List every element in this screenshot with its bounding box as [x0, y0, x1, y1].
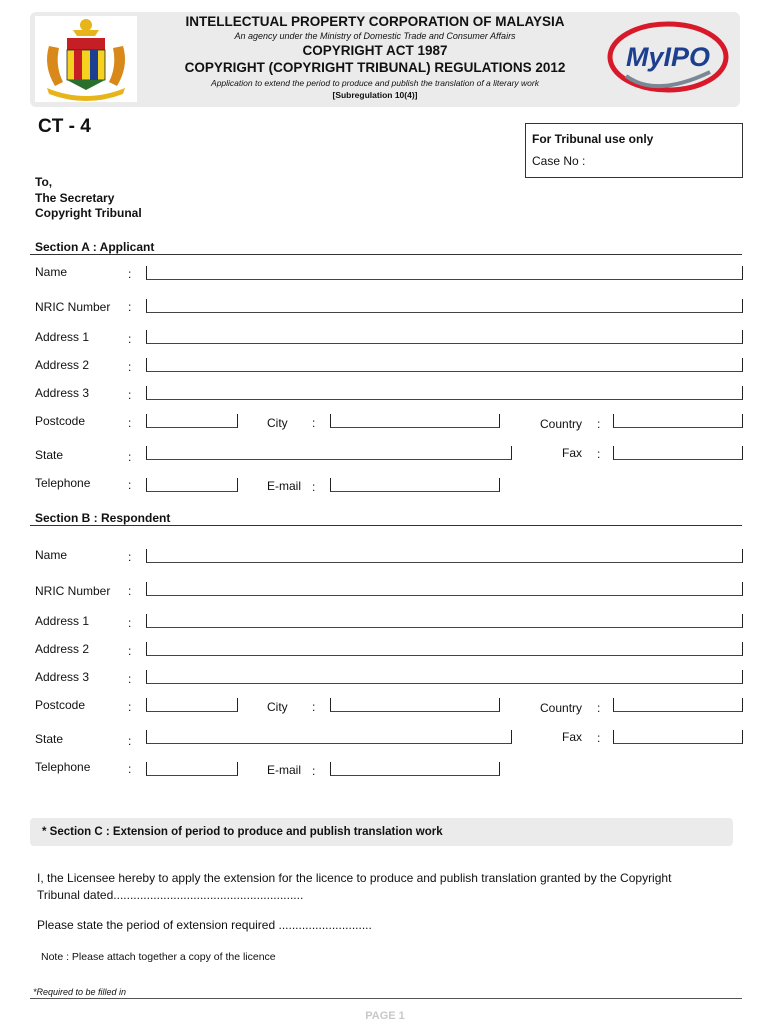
b-fax-colon: : — [597, 731, 601, 745]
a-name-label: Name — [35, 265, 68, 279]
a-state-field[interactable] — [146, 446, 512, 460]
a-city-field[interactable] — [330, 414, 500, 428]
a-email-field[interactable] — [330, 478, 500, 492]
a-address3-field[interactable] — [146, 386, 743, 400]
licensee-declaration — [37, 870, 737, 904]
a-postcode-field[interactable] — [146, 414, 238, 428]
b-fax-label: Fax — [562, 730, 583, 744]
b-name-field[interactable] — [146, 549, 743, 563]
a-address2-label: Address 2 — [35, 358, 90, 372]
section-a-title: Section A : Applicant — [35, 240, 155, 254]
b-fax-field[interactable] — [613, 730, 743, 744]
b-email-colon: : — [312, 764, 316, 778]
act-title: COPYRIGHT ACT 1987 — [302, 43, 448, 58]
b-name-label: Name — [35, 548, 68, 562]
form-code: CT - 4 — [38, 116, 91, 137]
b-address1-label: Address 1 — [35, 614, 90, 628]
footer-divider — [30, 998, 742, 999]
a-address3-label: Address 3 — [35, 386, 90, 400]
page-number: PAGE 1 — [365, 1010, 405, 1022]
b-nric-field[interactable] — [146, 582, 743, 596]
b-address3-field[interactable] — [146, 670, 743, 684]
section-b-divider — [30, 525, 742, 526]
a-country-label: Country — [540, 417, 583, 431]
b-country-field[interactable] — [613, 698, 743, 712]
section-a-divider — [30, 254, 742, 255]
b-country-colon: : — [597, 701, 601, 715]
b-state-colon: : — [128, 734, 132, 748]
a-telephone-field[interactable] — [146, 478, 238, 492]
agency-subtitle: An agency under the Ministry of Domestic Trade and Consumer Affairs — [234, 31, 516, 41]
myipo-logo — [606, 20, 730, 94]
addressee-line-2: The Secretary — [35, 190, 115, 205]
a-fax-field[interactable] — [613, 446, 743, 460]
b-name-colon: : — [128, 550, 132, 564]
b-address2-field[interactable] — [146, 642, 743, 656]
b-address1-colon: : — [128, 616, 132, 630]
tribunal-use-title: For Tribunal use only — [532, 132, 654, 146]
b-email-field[interactable] — [330, 762, 500, 776]
section-b-title: Section B : Respondent — [35, 511, 171, 525]
a-email-label: E-mail — [267, 479, 302, 493]
a-name-field[interactable] — [146, 266, 743, 280]
b-postcode-colon: : — [128, 700, 132, 714]
b-address3-colon: : — [128, 672, 132, 686]
a-country-field[interactable] — [613, 414, 743, 428]
b-telephone-label: Telephone — [35, 760, 91, 774]
declaration-line-2[interactable]: Tribunal dated......................................................... — [37, 888, 304, 902]
application-description: Application to extend the period to produce and publish the translation of a literary work — [211, 78, 539, 88]
b-address3-label: Address 3 — [35, 670, 90, 684]
a-telephone-colon: : — [128, 478, 132, 492]
a-address1-field[interactable] — [146, 330, 743, 344]
a-address1-colon: : — [128, 332, 132, 346]
b-address2-colon: : — [128, 644, 132, 658]
a-nric-field[interactable] — [146, 299, 743, 313]
a-email-colon: : — [312, 480, 316, 494]
a-name-colon: : — [128, 267, 132, 281]
b-telephone-field[interactable] — [146, 762, 238, 776]
a-address1-label: Address 1 — [35, 330, 90, 344]
a-address2-colon: : — [128, 360, 132, 374]
b-city-field[interactable] — [330, 698, 500, 712]
required-footnote: *Required to be filled in — [33, 987, 127, 997]
b-telephone-colon: : — [128, 762, 132, 776]
a-country-colon: : — [597, 417, 601, 431]
malaysia-coat-of-arms-icon — [35, 16, 137, 102]
a-state-label: State — [35, 448, 64, 462]
a-address2-field[interactable] — [146, 358, 743, 372]
a-telephone-label: Telephone — [35, 476, 91, 490]
licence-note: Note : Please attach together a copy of the licence — [41, 951, 276, 963]
b-state-field[interactable] — [146, 730, 512, 744]
extension-period-prompt[interactable]: Please state the period of extension required ............................ — [37, 918, 372, 932]
b-nric-colon: : — [128, 584, 132, 598]
a-nric-colon: : — [128, 300, 132, 314]
subregulation-ref: [Subregulation 10(4)] — [332, 90, 418, 100]
b-postcode-label: Postcode — [35, 698, 86, 712]
a-state-colon: : — [128, 450, 132, 464]
a-city-colon: : — [312, 416, 316, 430]
regulations-title: COPYRIGHT (COPYRIGHT TRIBUNAL) REGULATIONS 2012 — [184, 60, 566, 75]
b-postcode-field[interactable] — [146, 698, 238, 712]
a-city-label: City — [267, 416, 288, 430]
b-state-label: State — [35, 732, 64, 746]
a-nric-label: NRIC Number — [35, 300, 111, 314]
a-fax-colon: : — [597, 447, 601, 461]
a-postcode-colon: : — [128, 416, 132, 430]
b-country-label: Country — [540, 701, 583, 715]
a-fax-label: Fax — [562, 446, 583, 460]
a-address3-colon: : — [128, 388, 132, 402]
addressee-line-1: To, — [35, 175, 53, 189]
b-city-colon: : — [312, 700, 316, 714]
declaration-line-1: I, the Licensee hereby to apply the extension for the licence to produce and publish translation granted by the Copyright — [37, 871, 672, 885]
addressee-line-3: Copyright Tribunal — [35, 206, 142, 220]
b-address2-label: Address 2 — [35, 642, 90, 656]
agency-name: INTELLECTUAL PROPERTY CORPORATION OF MALAYSIA — [185, 14, 565, 29]
section-c-title: * Section C : Extension of period to produce and publish translation work — [42, 826, 443, 838]
case-number-label: Case No : — [532, 154, 586, 168]
b-address1-field[interactable] — [146, 614, 743, 628]
b-city-label: City — [267, 700, 288, 714]
a-postcode-label: Postcode — [35, 414, 86, 428]
svg-text:MyIPO: MyIPO — [625, 42, 711, 72]
addressee — [35, 175, 142, 222]
b-email-label: E-mail — [267, 763, 302, 777]
b-nric-label: NRIC Number — [35, 584, 111, 598]
